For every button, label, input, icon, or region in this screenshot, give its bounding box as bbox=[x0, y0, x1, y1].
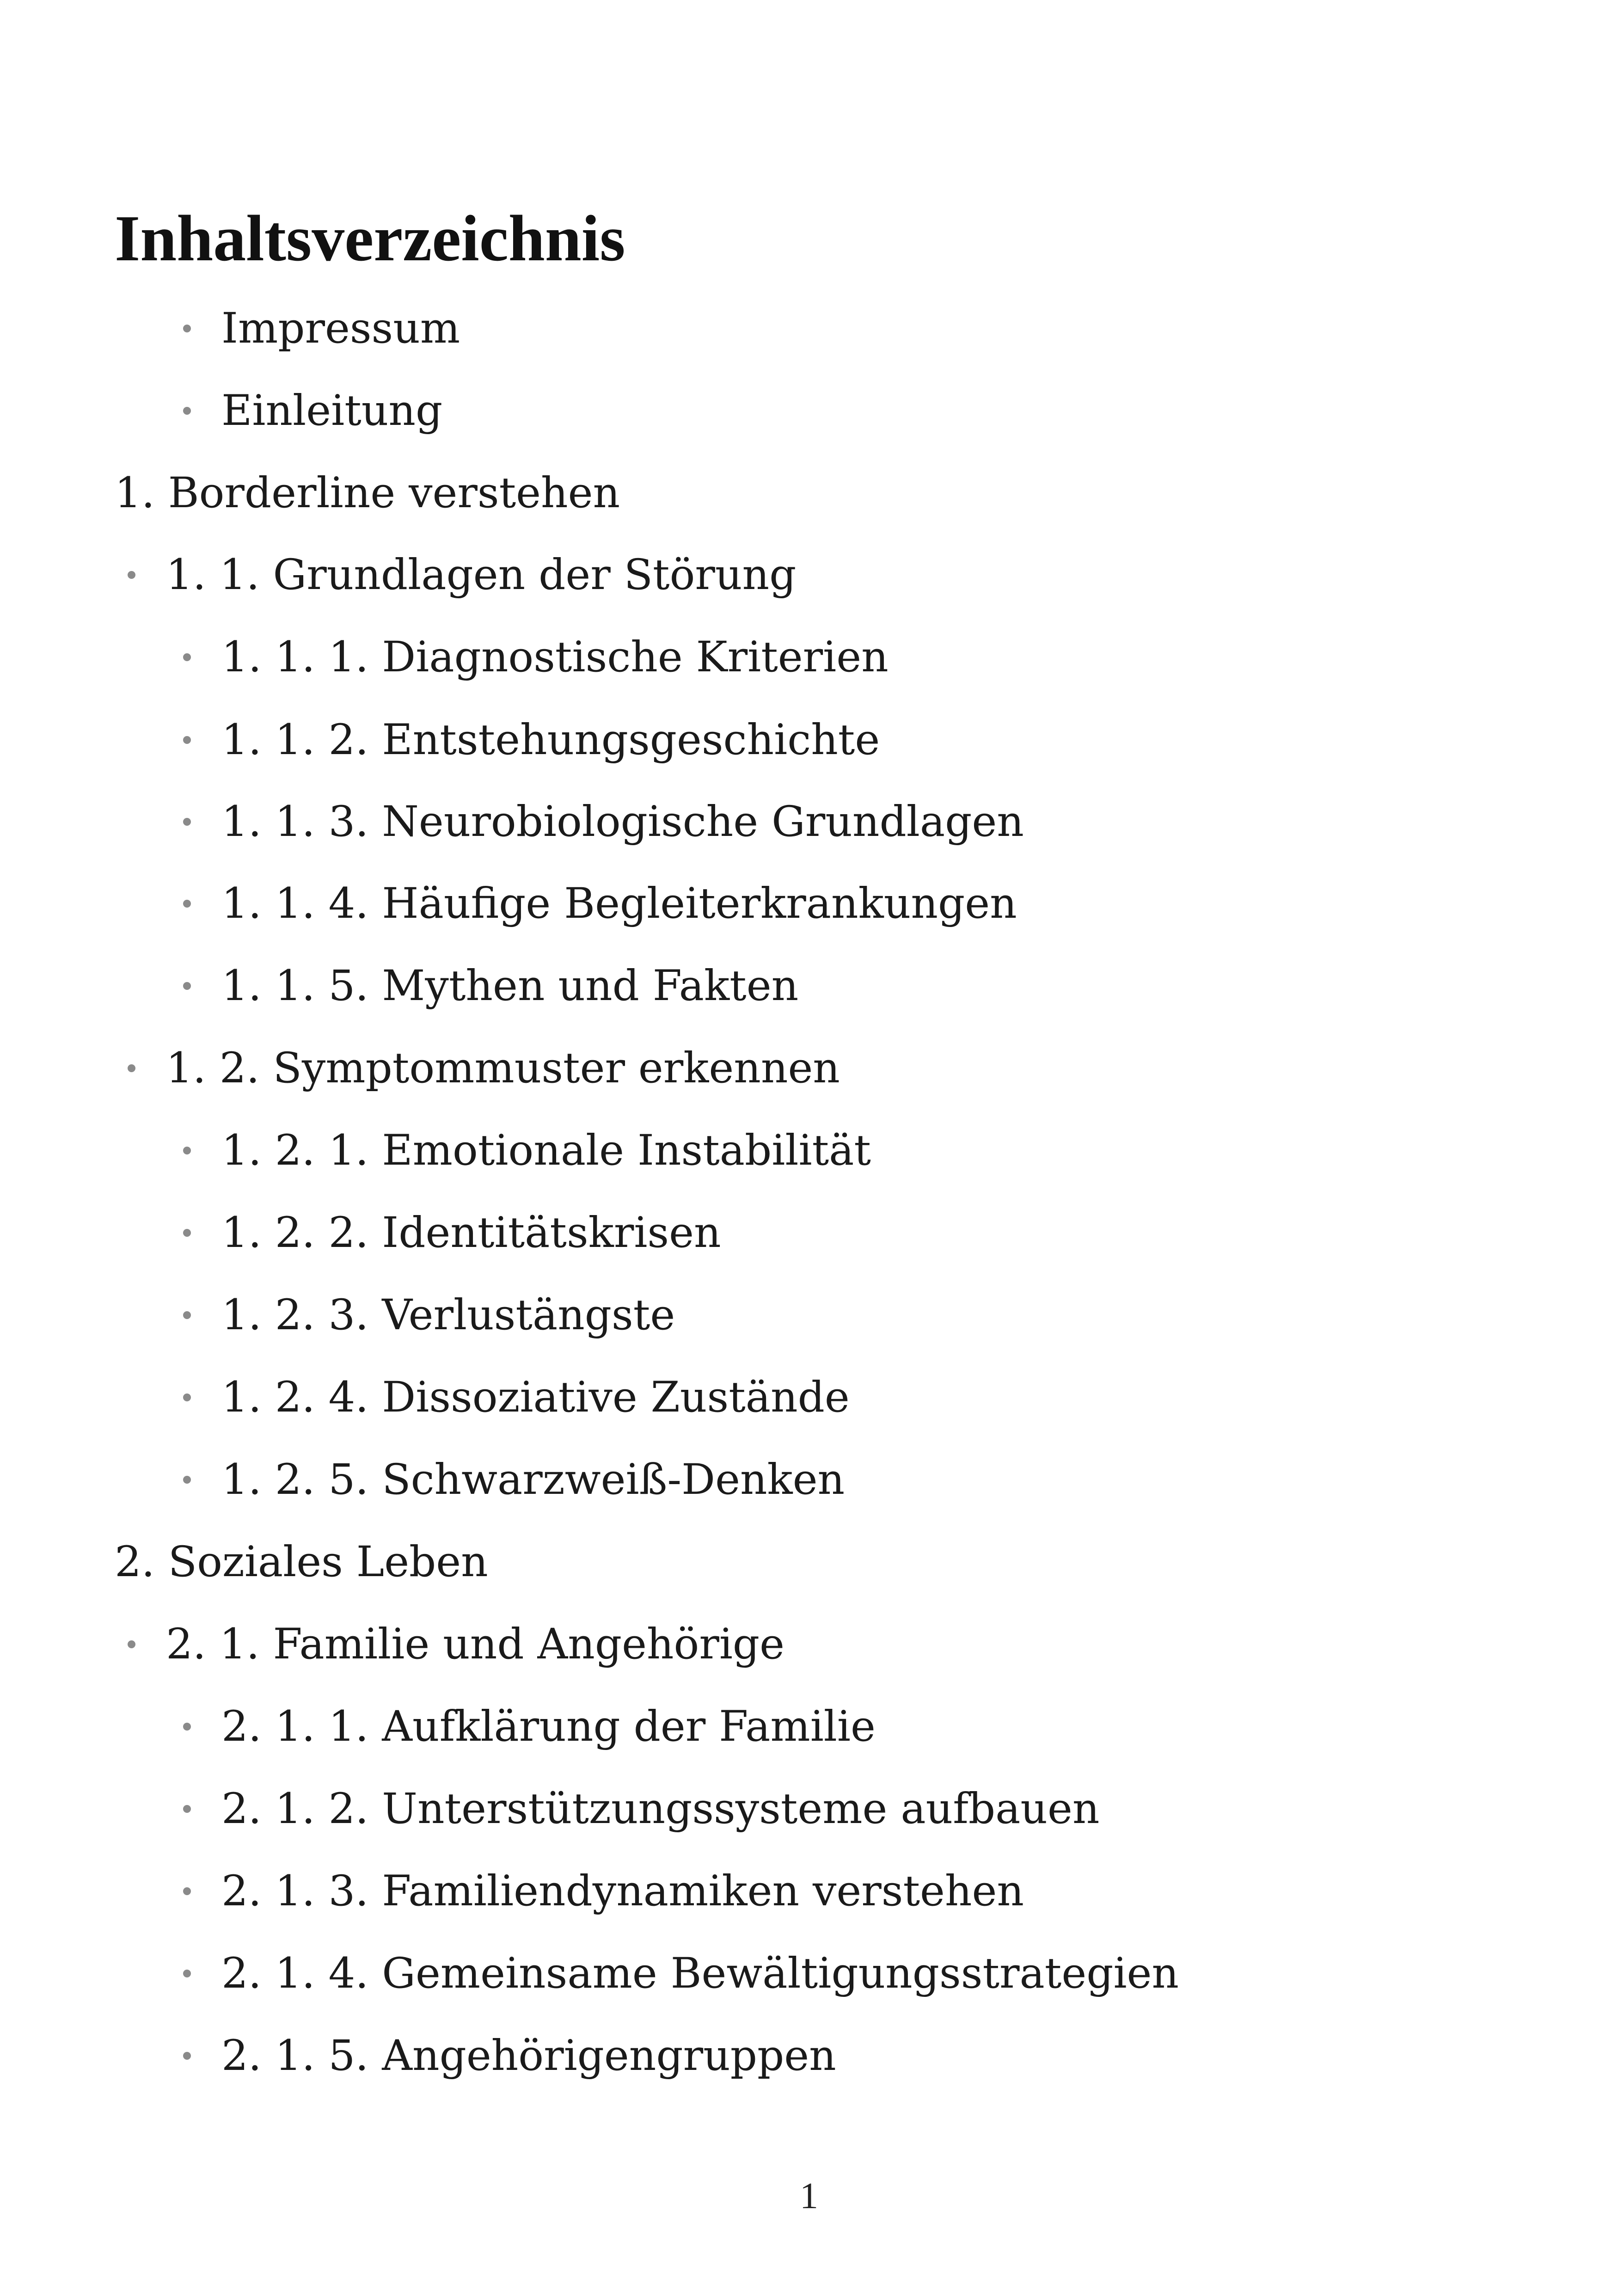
toc-entry[interactable] bbox=[183, 1861, 1024, 1921]
toc-entry[interactable] bbox=[183, 1779, 1099, 1839]
toc-entry-label: 1. 1. 2. Entstehungsgeschichte bbox=[221, 715, 880, 764]
bullet-icon bbox=[183, 1970, 191, 1977]
page-number: 1 bbox=[800, 2176, 818, 2216]
bullet-icon bbox=[183, 1394, 191, 1401]
toc-entry[interactable] bbox=[183, 956, 798, 1016]
toc-entry[interactable] bbox=[183, 627, 889, 687]
toc-entry[interactable] bbox=[183, 1367, 850, 1427]
toc-entry[interactable] bbox=[128, 1038, 840, 1098]
bullet-icon bbox=[183, 325, 191, 332]
bullet-icon bbox=[183, 1311, 191, 1319]
toc-entry[interactable] bbox=[183, 1449, 845, 1510]
toc-entry[interactable] bbox=[183, 298, 460, 358]
toc-entry[interactable] bbox=[183, 1285, 675, 1345]
toc-entry-label: 2. 1. 5. Angehörigengruppen bbox=[221, 2031, 836, 2080]
bullet-icon bbox=[128, 1064, 135, 1072]
toc-entry-label: 1. 1. 5. Mythen und Fakten bbox=[221, 961, 799, 1010]
toc-entry-label: 1. 1. 1. Diagnostische Kriterien bbox=[221, 632, 889, 681]
toc-entry-label: 2. 1. Familie und Angehörige bbox=[166, 1620, 785, 1669]
toc-entry[interactable] bbox=[183, 792, 1024, 852]
toc-entry[interactable] bbox=[183, 2026, 836, 2086]
toc-entry-label: 1. 2. Symptommuster erkennen bbox=[166, 1044, 840, 1093]
bullet-icon bbox=[128, 1640, 135, 1648]
toc-entry[interactable] bbox=[183, 1696, 876, 1756]
toc-entry[interactable] bbox=[183, 1943, 1179, 2003]
bullet-icon bbox=[183, 653, 191, 661]
toc-entry-label: 1. Borderline verstehen bbox=[115, 468, 620, 517]
toc-entry-label: 2. Soziales Leben bbox=[115, 1537, 488, 1586]
toc-entry[interactable] bbox=[183, 381, 442, 441]
toc-entry[interactable] bbox=[183, 1203, 721, 1263]
toc-entry-label: 1. 2. 3. Verlustängste bbox=[221, 1290, 675, 1339]
toc-entry-label: 1. 1. 4. Häufige Begleiterkrankungen bbox=[221, 879, 1017, 928]
toc-entry[interactable] bbox=[183, 710, 880, 770]
toc-entry[interactable] bbox=[183, 873, 1017, 933]
bullet-icon bbox=[183, 407, 191, 415]
bullet-icon bbox=[183, 736, 191, 744]
toc-entry[interactable] bbox=[183, 1120, 871, 1180]
bullet-icon bbox=[183, 982, 191, 990]
toc-entry-label: 1. 2. 5. Schwarzweiß-Denken bbox=[221, 1455, 845, 1504]
bullet-icon bbox=[183, 1476, 191, 1484]
toc-entry-label: 1. 2. 1. Emotionale Instabilität bbox=[221, 1126, 871, 1175]
bullet-icon bbox=[183, 1805, 191, 1813]
toc-entry[interactable] bbox=[128, 1614, 784, 1674]
toc-chapter[interactable] bbox=[115, 463, 620, 523]
toc-entry-label: 1. 1. 3. Neurobiologische Grundlagen bbox=[221, 797, 1024, 846]
bullet-icon bbox=[183, 2052, 191, 2060]
toc-entry-label: 1. 2. 4. Dissoziative Zustände bbox=[221, 1373, 850, 1422]
toc-entry-label: Impressum bbox=[221, 304, 460, 353]
bullet-icon bbox=[183, 1147, 191, 1154]
toc-entry-label: 1. 2. 2. Identitätskrisen bbox=[221, 1208, 721, 1257]
toc-entry-label: 2. 1. 3. Familiendynamiken verstehen bbox=[221, 1866, 1024, 1915]
toc-chapter[interactable] bbox=[115, 1532, 488, 1592]
toc-entry[interactable] bbox=[128, 545, 796, 605]
toc-entry-label: 2. 1. 2. Unterstützungssysteme aufbauen bbox=[221, 1784, 1100, 1833]
toc-entry-label: 2. 1. 4. Gemeinsame Bewältigungsstrategien bbox=[221, 1949, 1179, 1998]
bullet-icon bbox=[183, 1723, 191, 1731]
toc-entry-label: 1. 1. Grundlagen der Störung bbox=[166, 550, 797, 599]
bullet-icon bbox=[183, 818, 191, 826]
toc-title: Inhaltsverzeichnis bbox=[115, 202, 625, 275]
toc-entry-label: Einleitung bbox=[221, 386, 443, 435]
bullet-icon bbox=[183, 900, 191, 908]
bullet-icon bbox=[183, 1887, 191, 1895]
bullet-icon bbox=[183, 1229, 191, 1237]
bullet-icon bbox=[128, 571, 135, 579]
toc-entry-label: 2. 1. 1. Aufklärung der Familie bbox=[221, 1702, 876, 1751]
